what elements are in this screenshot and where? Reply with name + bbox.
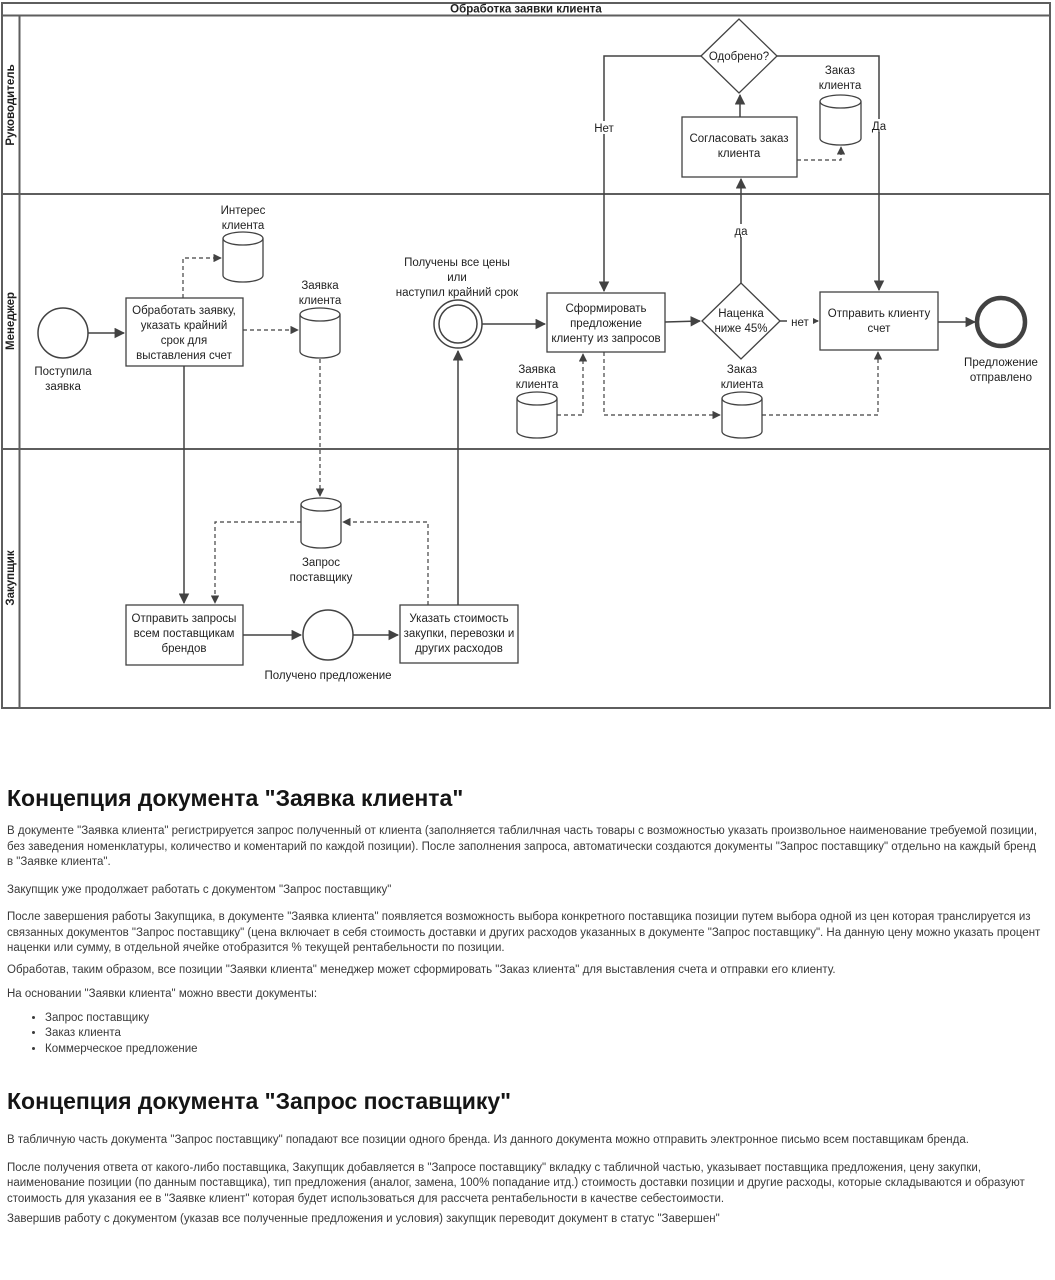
start-event-request-received xyxy=(38,308,88,358)
paragraph: Завершив работу с документом (указав все полученные предложения и условия) закупщик переводит документ в статус "Завершен" xyxy=(7,1213,720,1225)
task-send-invoice xyxy=(820,292,938,350)
paragraph: После получения ответа от какого-либо поставщика, Закупщик добавляется в "Запросе поставщику" вкладку с табличной частью, указывает поставщика предложения, цену закупки, наименование позиции (по данным поставщика), тип предложения (аналог, замена, 100% попадание итд.) стоимость доставки позиции и другие расходы, которые складываются и образуют стоимость для указания ее в "Заявке клиент" которая будет использоваться для рассчета рентабельности в качестве себестоимости. xyxy=(7,1161,1025,1205)
event-all-prices-or-deadline xyxy=(434,300,482,348)
datastore-client-interest xyxy=(223,232,263,282)
datastore-client-request-upper-label: клиента xyxy=(298,295,342,307)
datastore-client-order-upper-label: Заказ xyxy=(824,65,856,77)
paragraph: В табличную часть документа "Запрос поставщику" попадают все позиции одного бренда. Из данного документа можно отправить электронное письмо всем поставщикам бренда. xyxy=(7,1134,969,1146)
gateway-approved-label: Одобрено? xyxy=(708,51,770,63)
task-specify-costs-label: других расходов xyxy=(415,643,503,655)
section-heading: Концепция документа "Заявка клиента" xyxy=(7,785,464,811)
datastore-supplier-request xyxy=(301,498,341,548)
datastore-client-request-lower-label: Заявка xyxy=(518,364,556,376)
pool-title: Обработка заявки клиента xyxy=(450,3,602,16)
task-approve-client-order-label: клиента xyxy=(717,148,761,160)
event-offer-received-label: Получено предложение xyxy=(264,670,392,682)
task-approve-client-order-label: Согласовать заказ xyxy=(689,133,789,145)
event-all-prices-or-deadline-label: или xyxy=(447,272,467,284)
paragraph: В документе "Заявка клиента" регистрируется запрос полученный от клиента (заполняется таблилчная часть товары с возможностью указать произвольное наименование требуемой позиции, без заведения номенклатуры, количество и коментарий по каждой позиции). После заполнения запроса, автоматически создаются документы "Запрос поставщику" отдельно на каждый бренд в "Заявке клиента". xyxy=(7,825,1038,868)
datastore-client-order-lower-label: Заказ xyxy=(726,364,758,376)
list-item: • Коммерческое предложение xyxy=(45,1042,1045,1058)
task-process-request-label: Обработать заявку, xyxy=(132,305,236,317)
task-process-request-label: срок для xyxy=(160,335,208,347)
lane-rukovoditel-label: Руководитель xyxy=(5,64,17,146)
datastore-client-order-lower xyxy=(722,392,762,438)
assoc-specify-costs-to-supplier-request xyxy=(343,522,428,605)
paragraph: На основании "Заявки клиента" можно ввести документы: xyxy=(7,988,318,1000)
paragraph: Закупщик уже продолжает работать с документом "Запрос поставщику" xyxy=(7,883,392,896)
task-approve-client-order xyxy=(682,117,797,177)
flow-form-offer-to-markup-gateway xyxy=(665,321,700,322)
section-client-request-concept xyxy=(7,784,1045,1057)
event-all-prices-or-deadline-label: Получены все цены xyxy=(404,257,510,269)
task-send-requests-to-suppliers-label: всем поставщикам xyxy=(133,628,235,640)
start-event-request-received-label: заявка xyxy=(45,381,81,393)
task-form-offer-label: клиенту из запросов xyxy=(551,333,661,345)
end-event-offer-sent-label: отправлено xyxy=(969,372,1033,384)
datastore-client-order-upper-label: клиента xyxy=(818,80,862,92)
gateway-markup-below-45 xyxy=(702,283,780,359)
flow-approved-yes-to-send-invoice-label: Да xyxy=(871,121,887,133)
assoc-supplier-request-to-send-requests xyxy=(215,522,301,603)
datastore-client-order-lower-label: клиента xyxy=(720,379,764,391)
assoc-process-to-client-interest xyxy=(183,258,221,298)
flow-approved-no-to-form-offer-label: Нет xyxy=(594,123,614,135)
section-supplier-request-concept xyxy=(7,1087,1045,1228)
list-item: • Запрос поставщику xyxy=(45,1011,1045,1027)
datastore-client-request-lower-label: клиента xyxy=(515,379,559,391)
datastore-client-request-upper xyxy=(300,308,340,358)
task-specify-costs-label: Указать стоимость xyxy=(409,613,509,625)
task-send-requests-to-suppliers-label: Отправить запросы xyxy=(131,613,237,625)
datastore-client-interest-label: клиента xyxy=(221,220,265,232)
assoc-approve-to-client-order-upper xyxy=(797,147,841,160)
task-send-invoice-label: Отправить клиенту xyxy=(827,308,931,320)
datastore-supplier-request-label: Запрос xyxy=(301,557,341,569)
section-heading: Концепция документа "Запрос поставщику" xyxy=(7,1088,512,1114)
task-specify-costs-label: закупки, перевозки и xyxy=(403,628,515,640)
end-event-offer-sent-label: Предложение xyxy=(964,357,1038,369)
document-body xyxy=(0,784,1055,1258)
flow-markup-yes-to-approve-order-label: да xyxy=(734,226,748,238)
document-list xyxy=(7,1011,1045,1058)
datastore-supplier-request-label: поставщику xyxy=(289,572,353,584)
paragraph: Обработав, таким образом, все позиции "Заявки клиента" менеджер может сформировать "Заказ клиента" для выставления счета и отправки его клиенту. xyxy=(7,963,836,976)
gateway-markup-below-45-label: ниже 45% xyxy=(714,323,768,335)
task-send-requests-to-suppliers-label: брендов xyxy=(161,643,207,655)
event-all-prices-or-deadline-label: наступил крайний срок xyxy=(395,287,519,299)
event-offer-received xyxy=(303,610,353,660)
lane-zakupschik-label: Закупщик xyxy=(5,550,17,606)
assoc-client-order-to-send-invoice xyxy=(762,352,878,415)
start-event-request-received-label: Поступила xyxy=(34,366,92,378)
paragraph: После завершения работы Закупщика, в документе "Заявка клиента" появляется возможность выбора конкретного поставщика позиции путем выбора одной из цен которая транслируется из связанных документов "Запрос поставщику" (цена включает в себя стоимость доставки и других расходов указанных в документе "Запрос поставщику". На данную цену можно указать процент наценки или сумму, в отдельной ячейке отобразится % текущей рентабельности по позиции. xyxy=(7,911,1041,954)
task-send-invoice-label: счет xyxy=(867,323,891,335)
datastore-client-request-lower xyxy=(517,392,557,438)
assoc-client-request-lower-to-form-offer xyxy=(557,354,583,415)
datastore-client-request-upper-label: Заявка xyxy=(301,280,339,292)
task-form-offer-label: Сформировать xyxy=(565,303,647,315)
datastore-client-interest-label: Интерес xyxy=(220,205,266,217)
end-event-offer-sent xyxy=(977,298,1025,346)
datastore-client-order-upper xyxy=(820,95,861,145)
task-form-offer-label: предложение xyxy=(570,318,642,330)
lane-menedzher-label: Менеджер xyxy=(5,291,17,351)
gateway-markup-below-45-label: Наценка xyxy=(718,308,764,320)
list-item: • Заказ клиента xyxy=(45,1026,1045,1042)
assoc-form-offer-to-client-order xyxy=(604,352,720,415)
flow-markup-no-to-send-invoice-label: нет xyxy=(791,317,809,329)
task-process-request-label: выставления счет xyxy=(136,350,232,362)
task-process-request-label: указать крайний xyxy=(140,320,228,332)
